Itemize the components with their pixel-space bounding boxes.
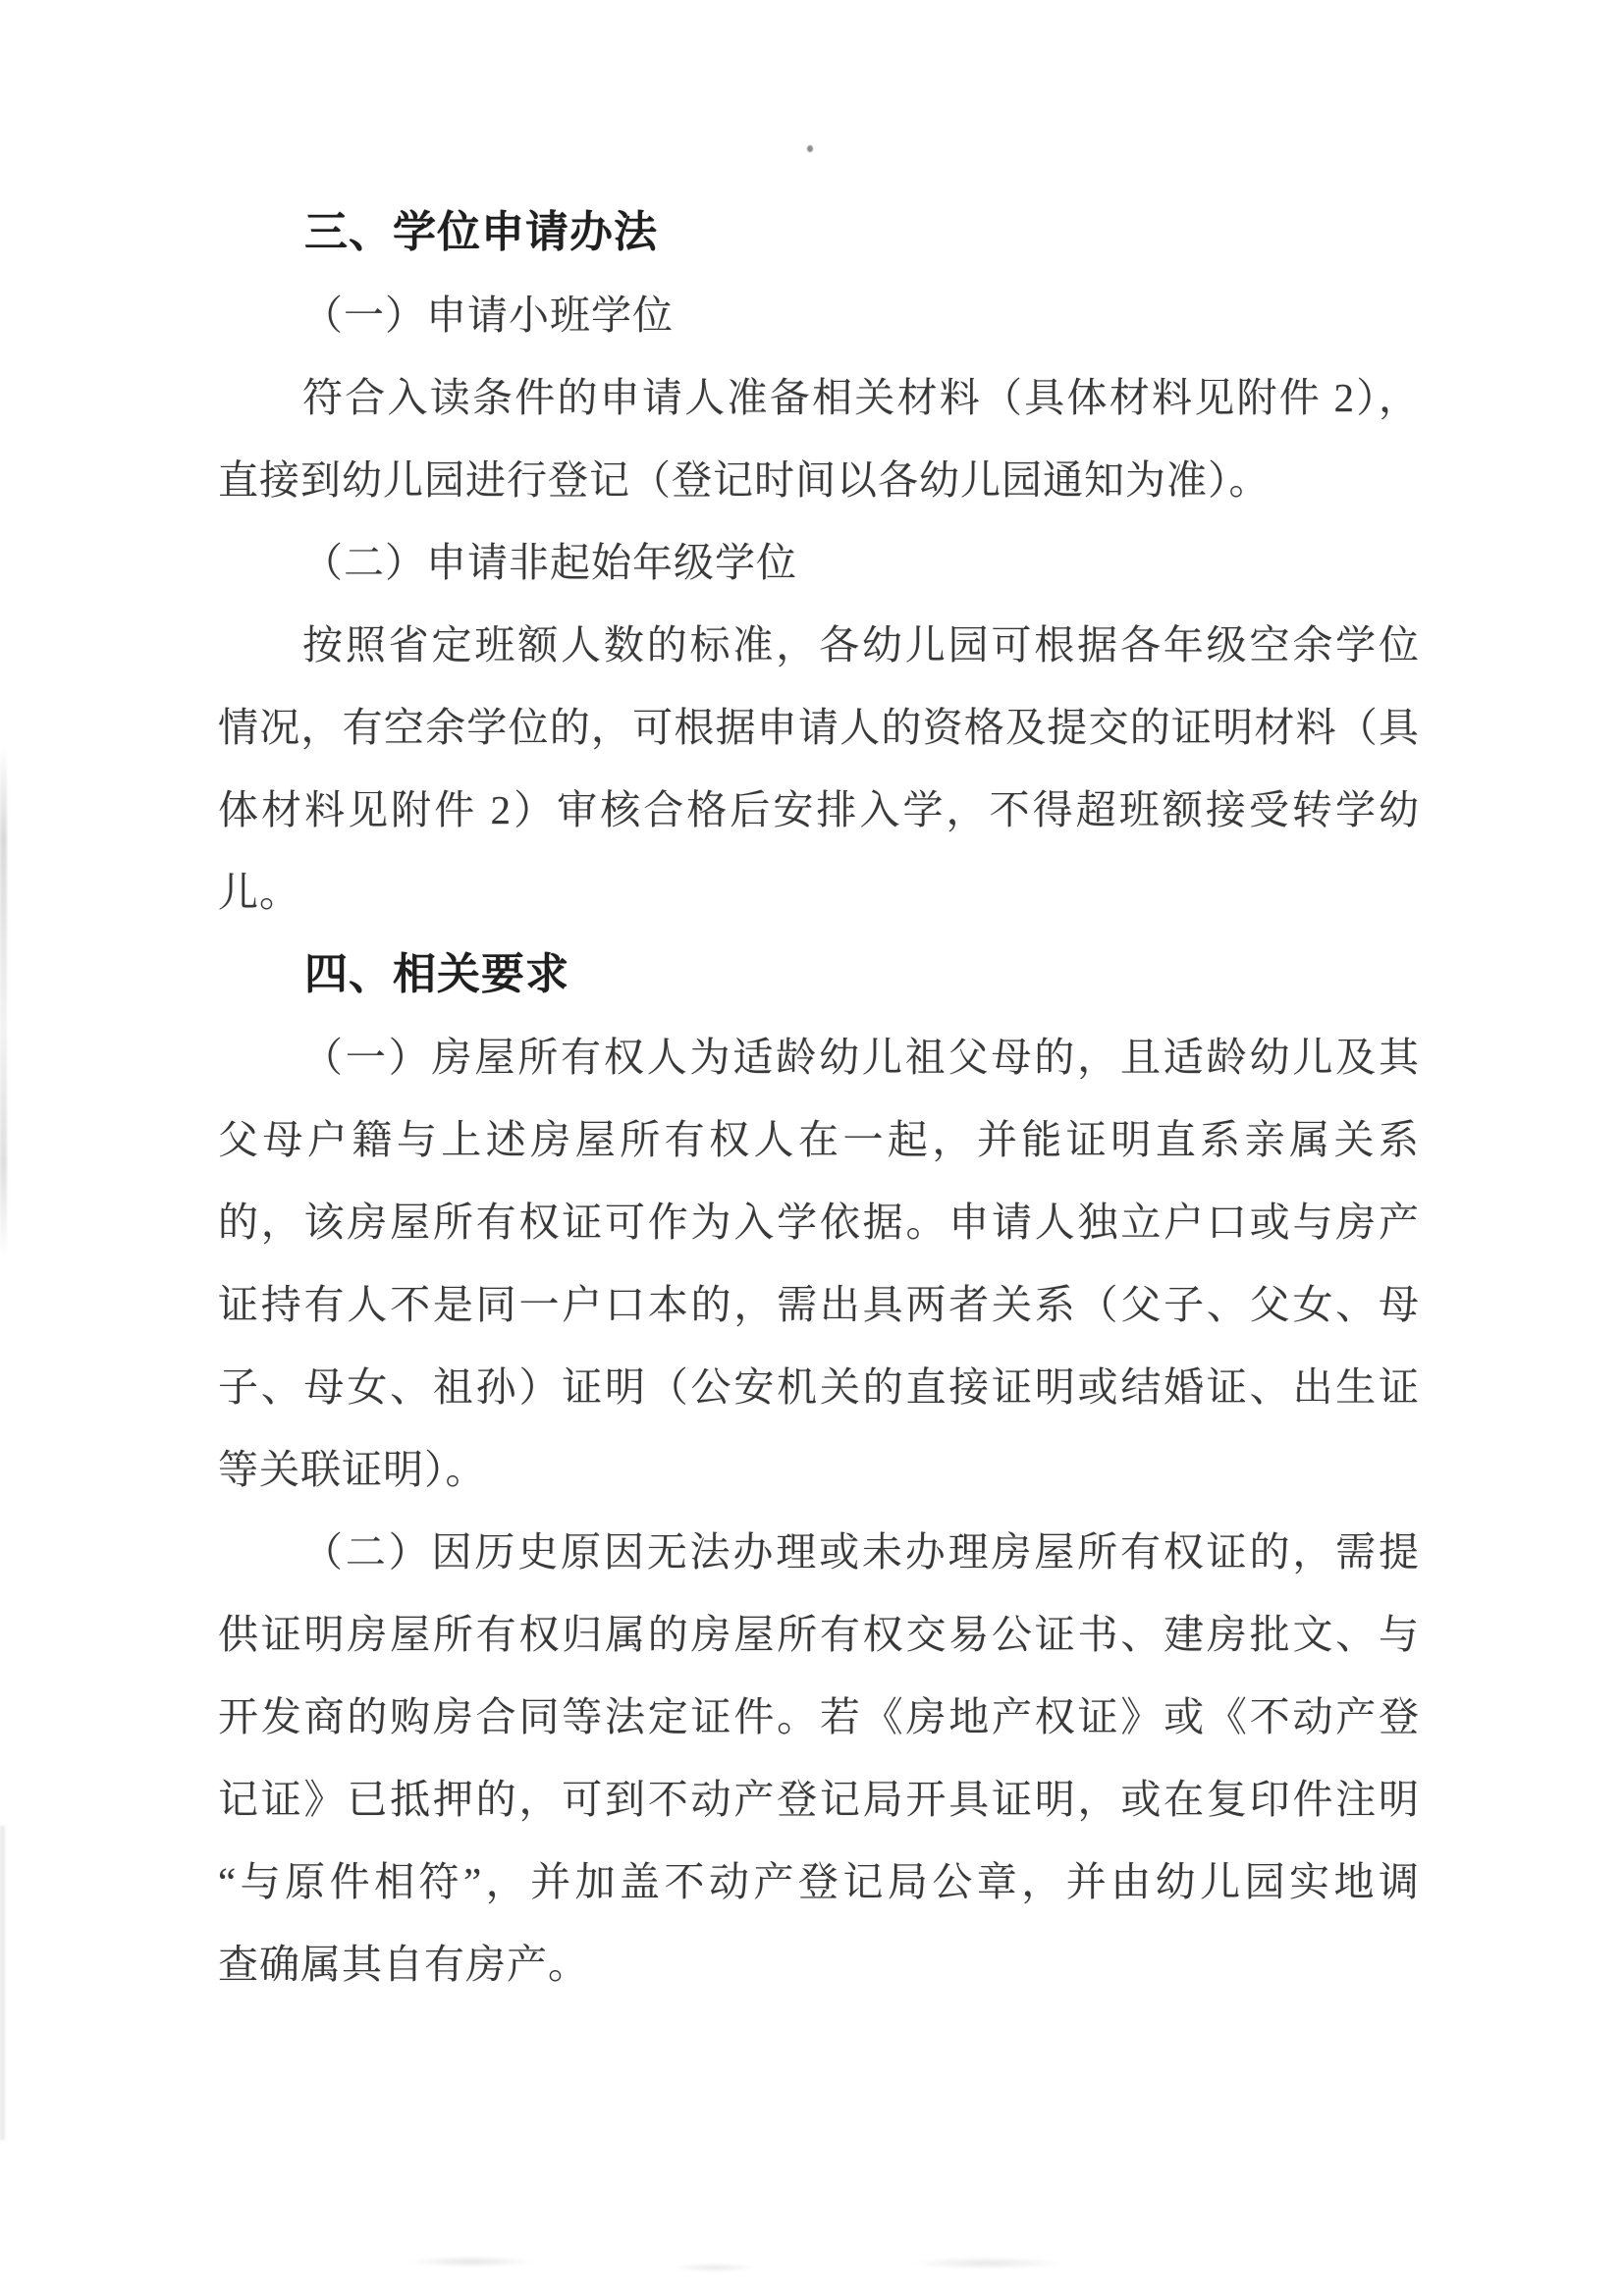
subsection-title: （一）申请小班学位: [302, 293, 674, 338]
document-text-block: [218, 191, 1420, 2005]
body-line: 按照省定班额人数的标准，各幼儿园可根据各年级空余学位: [302, 622, 1420, 667]
body-line: 直接到幼儿园进行登记（登记时间以各幼儿园通知为准）。: [218, 457, 1271, 503]
body-line: 体材料见附件 2）审核合格后安排入学，不得超班额接受转学幼: [218, 787, 1420, 832]
body-line: 等关联证明）。: [218, 1447, 487, 1492]
body-line: 证持有人不是同一户口本的，需出具两者关系（父子、父女、母: [218, 1282, 1420, 1327]
body-line: 儿。: [218, 870, 300, 915]
body-line: 父母户籍与上述房屋所有权人在一起，并能证明直系亲属关系: [218, 1117, 1420, 1162]
body-line: 的，该房屋所有权证可作为入学依据。申请人独立户口或与房产: [218, 1200, 1420, 1245]
body-line: 查确属其自有房产。: [218, 1942, 589, 1987]
body-line: 符合入读条件的申请人准备相关材料（具体材料见附件 2），: [302, 375, 1420, 420]
section-heading: 三、学位申请办法: [304, 208, 658, 256]
body-line: “与原件相符”，并加盖不动产登记局公章，并由幼儿园实地调: [218, 1859, 1420, 1904]
body-line: 子、母女、祖孙）证明（公安机关的直接证明或结婚证、出生证: [218, 1364, 1420, 1410]
scan-smudge-left: [0, 746, 7, 1256]
section-heading: 四、相关要求: [304, 950, 569, 998]
body-line: （二）因历史原因无法办理或未办理房屋所有权证的，需提: [302, 1529, 1420, 1575]
body-line: 情况，有空余学位的，可根据申请人的资格及提交的证明材料（具: [218, 705, 1420, 750]
body-line: （一）房屋所有权人为适龄幼儿祖父母的，且适龄幼儿及其: [302, 1035, 1420, 1080]
scan-smudge-left-lower: [0, 1826, 5, 2140]
subsection-title: （二）申请非起始年级学位: [302, 540, 797, 585]
scan-smudge-bottom: [383, 2250, 1119, 2279]
body-line: 开发商的购房合同等法定证件。若《房地产权证》或《不动产登: [218, 1694, 1420, 1739]
body-line: 供证明房屋所有权归属的房屋所有权交易公证书、建房批文、与: [218, 1612, 1420, 1657]
scan-speck: [807, 145, 813, 152]
body-line: 记证》已抵押的，可到不动产登记局开具证明，或在复印件注明: [218, 1777, 1420, 1822]
